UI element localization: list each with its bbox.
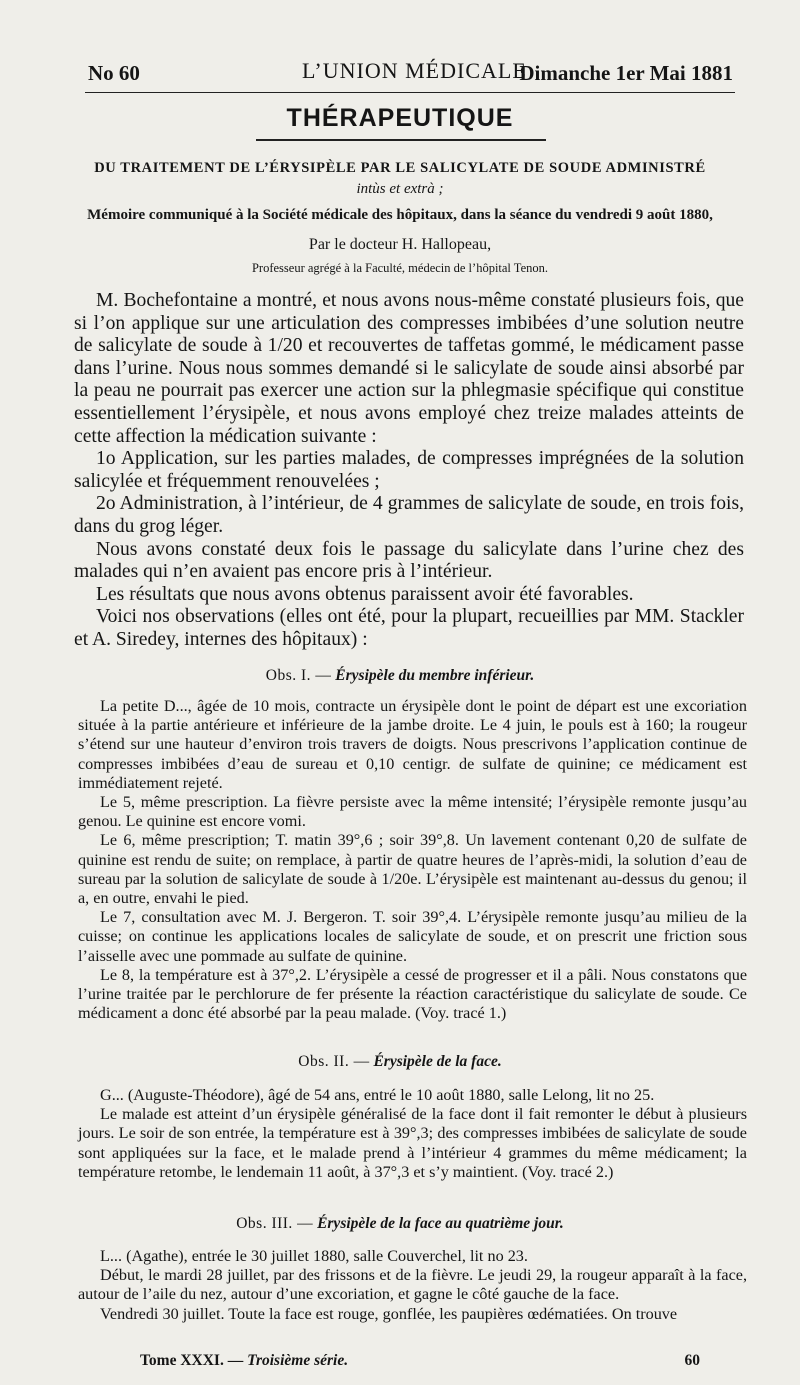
volume-label: Tome XXXI. — xyxy=(140,1352,244,1369)
obs2-label: Obs. II. — xyxy=(298,1053,370,1070)
memoire-note: Mémoire communiqué à la Société médicale des hôpitaux, dans la séance du vendredi 9 août 1880, xyxy=(87,207,713,223)
intro-paragraph: Voici nos observations (elles ont été, pour la plupart, recueillies par MM. Stackler et A. Siredey, internes des hôpitaux) : xyxy=(74,606,744,650)
obs1-paragraph: Le 6, même prescription; T. matin 39°,6 ; soir 39°,8. Un lavement contenant 0,20 de sulfate de quinine est rendu de suite; on remplace, à partir de quatre heures de l’après-midi, la solution d’eau de sureau par la solution de salicylate de soude à 1/20e. L’érysipèle est maintenant au-dessus du genou; il a, en outre, envahi le pied. xyxy=(78,831,747,908)
obs1-paragraph: Le 5, même prescription. La fièvre persiste avec la même intensité; l’érysipèle remonte jusqu’au genou. Le quinine est encore vomi. xyxy=(78,793,747,831)
obs1-label: Obs. I. — xyxy=(265,667,332,684)
article-title-latin: intùs et extrà ; xyxy=(356,181,444,197)
obs2-heading xyxy=(0,1053,800,1071)
issue-date: Dimanche 1er Mai 1881 xyxy=(519,61,733,85)
obs2-title: Érysipèle de la face. xyxy=(373,1053,502,1070)
obs3-paragraph: Début, le mardi 28 juillet, par des frissons et de la fièvre. Le jeudi 29, la rougeur apparaît à la face, autour de l’aile du nez, autour d’une excoriation, et gagne le côté gauche de la face. xyxy=(78,1266,747,1304)
article-author: Par le docteur H. Hallopeau, xyxy=(308,236,492,253)
obs3-title: Érysipèle de la face au quatrième jour. xyxy=(317,1215,564,1232)
header-rule xyxy=(85,92,735,93)
section-rule xyxy=(256,139,546,141)
obs3-paragraph: Vendredi 30 juillet. Toute la face est rouge, gonflée, les paupières œdématiées. On trouve xyxy=(100,1304,678,1323)
footer-volume xyxy=(140,1352,348,1370)
intro-text xyxy=(74,290,744,652)
journal-name: L’UNION MÉDICALE xyxy=(302,58,527,83)
intro-paragraph: M. Bochefontaine a montré, et nous avons nous-même constaté plusieurs fois, que si l’on applique sur une articulation des compresses imbibées d’une solution neutre de salicylate de soude à 1/20 et recouvertes de taffetas gommé, le médicament passe dans l’urine. Nous nous sommes demandé si le salicylate de soude ainsi absorbé par la peau ne pourrait pas exercer une action sur la phlegmasie spécifique qui constitue essentiellement l’érysipèle, et nous avons employé chez treize malades atteints de cette affection la médication suivante : xyxy=(74,290,744,447)
obs1-title: Érysipèle du membre inférieur. xyxy=(335,667,535,684)
obs3-label: Obs. III. — xyxy=(236,1215,314,1232)
obs2-text xyxy=(78,1086,747,1182)
issue-number: No 60 xyxy=(88,61,140,85)
obs2-paragraph: G... (Auguste-Théodore), âgé de 54 ans, entré le 10 août 1880, salle Lelong, lit no 25. xyxy=(100,1086,655,1104)
obs1-heading xyxy=(0,667,800,685)
obs1-paragraph: La petite D..., âgée de 10 mois, contracte un érysipèle dont le point de départ est une excoriation située à la partie antérieure et inférieure de la jambe droite. Le 4 juin, le pouls est à 160; la rougeur s’étend sur une hauteur d’environ trois travers de doigts. Nous prescrivons l’application continue de compresses imbibées d’eau de sureau et 0,10 centigr. de sulfate de quinine; ce médicament est immédiatement rejeté. xyxy=(78,697,747,792)
page-header xyxy=(88,58,733,88)
obs3-text xyxy=(78,1247,747,1324)
section-title: THÉRAPEUTIQUE xyxy=(286,104,514,132)
obs1-text xyxy=(78,697,747,1023)
obs1-paragraph: Le 8, la température est à 37°,2. L’érysipèle a cessé de progresser et il a pâli. Nous constatons que l’urine traitée par le perchlorure de fer présente la réaction caractéristique du salicylate de soude. Ce médicament a donc été absorbé par la peau malade. (Voy. tracé 1.) xyxy=(78,965,747,1023)
intro-paragraph: 1o Application, sur les parties malades, de compresses imprégnées de la solution salicylée et fréquemment renouvelées ; xyxy=(74,448,744,492)
intro-paragraph: Nous avons constaté deux fois le passage du salicylate dans l’urine chez des malades qui n’en avaient pas encore pris à l’intérieur. xyxy=(74,538,744,583)
obs1-paragraph: Le 7, consultation avec M. J. Bergeron. T. soir 39°,4. L’érysipèle remonte jusqu’au milieu de la cuisse; on continue les applications locales de salicylate de soude, et on prescrit une friction sous l’aisselle avec une pommade au sulfate de quinine. xyxy=(78,908,747,965)
obs2-paragraph: Le malade est atteint d’un érysipèle généralisé de la face dont il fait remonter le début à plusieurs jours. Le soir de son entrée, la température est à 39°,3; des compresses imbibées de salicylate de soude sont appliquées sur la face, et le malade prend à l’intérieur 4 grammes du même médicament; la température retombe, le lendemain 11 août, à 37°,3 et s’y maintient. (Voy. tracé 2.) xyxy=(78,1105,747,1181)
intro-paragraph: 2o Administration, à l’intérieur, de 4 grammes de salicylate de soude, en trois fois, dans du grog léger. xyxy=(74,493,744,537)
author-affiliation: Professeur agrégé à la Faculté, médecin de l’hôpital Tenon. xyxy=(251,261,548,275)
intro-paragraph: Les résultats que nous avons obtenus paraissent avoir été favorables. xyxy=(96,583,634,605)
obs3-paragraph: L... (Agathe), entrée le 30 juillet 1880, salle Couverchel, lit no 23. xyxy=(100,1247,528,1265)
page-number: 60 xyxy=(684,1352,700,1369)
obs3-heading xyxy=(0,1215,800,1233)
series-label: Troisième série. xyxy=(247,1352,349,1369)
article-title: DU TRAITEMENT DE L’ÉRYSIPÈLE PAR LE SALICYLATE DE SOUDE ADMINISTRÉ xyxy=(94,160,706,176)
